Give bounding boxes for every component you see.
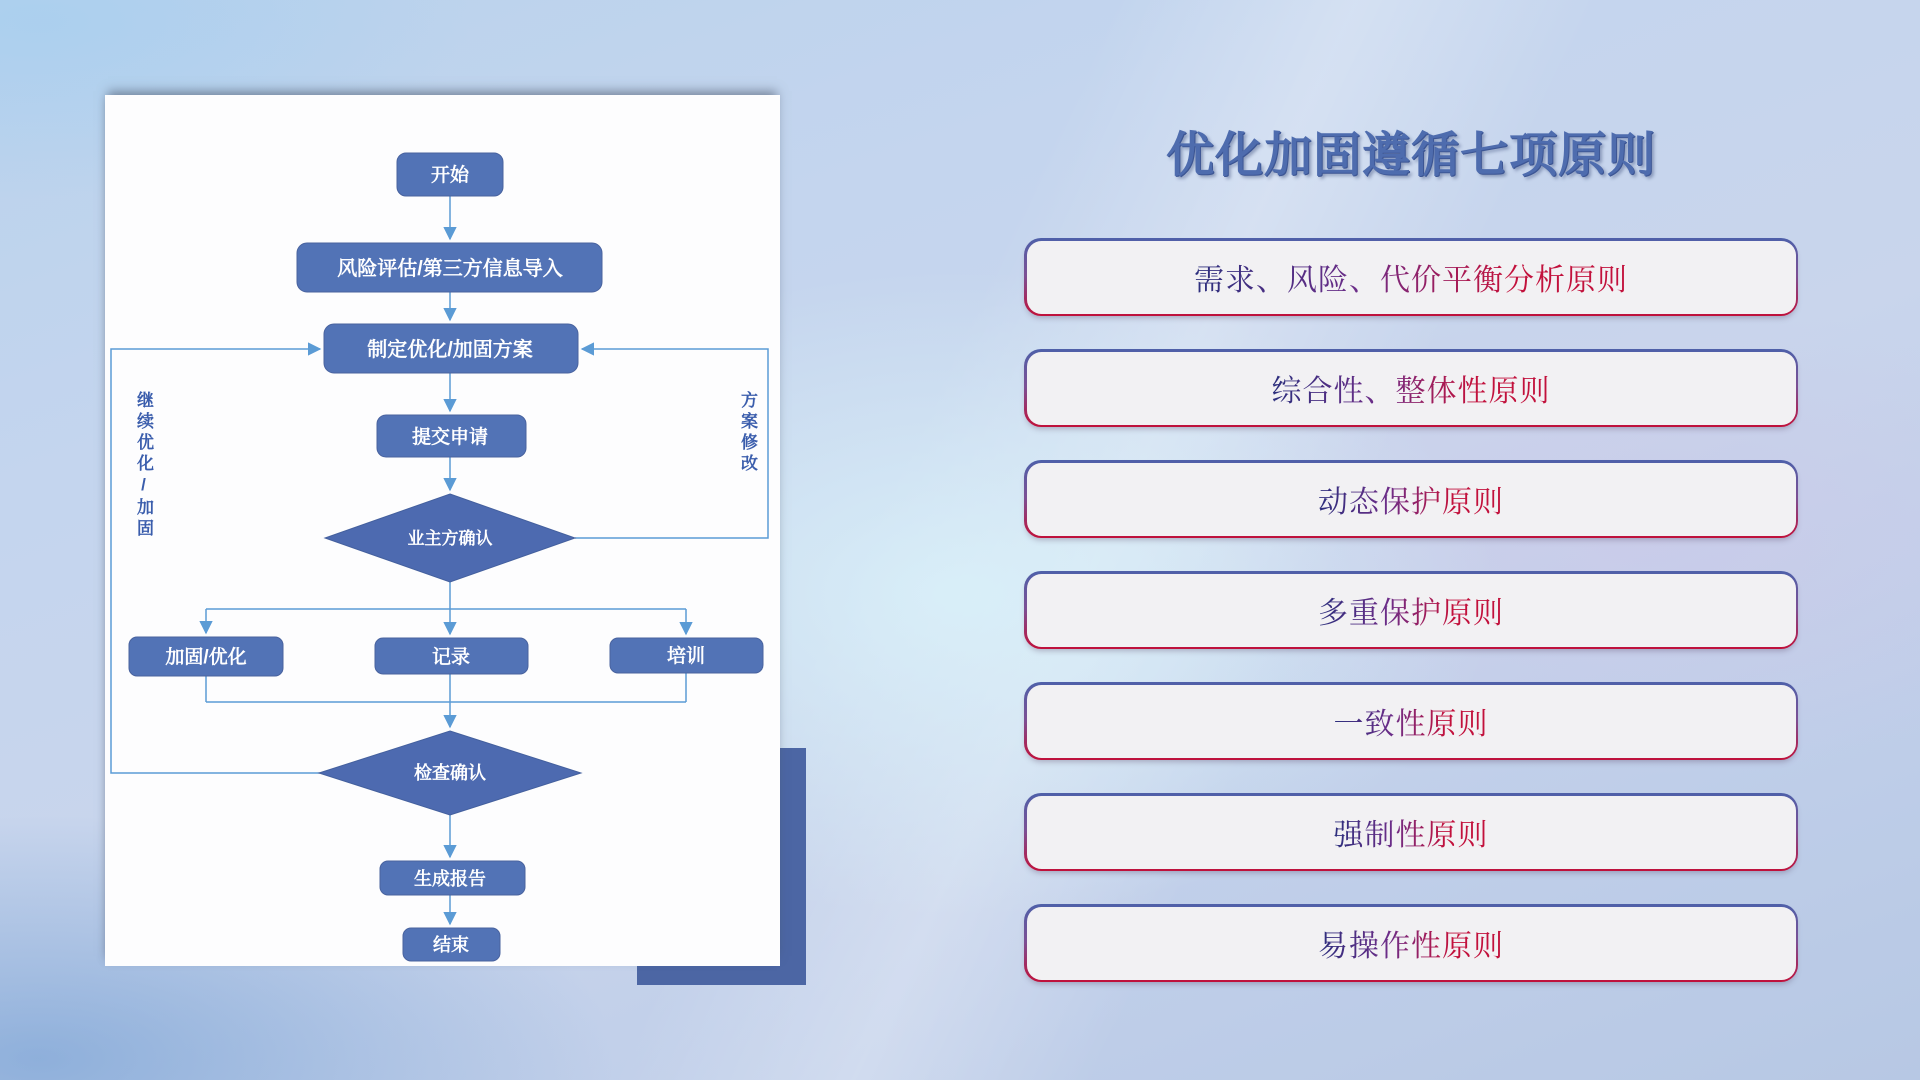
principle-button-2 <box>1024 349 1798 427</box>
svg-text:检查确认: 检查确认 <box>414 763 486 783</box>
principle-button-face <box>1027 463 1796 536</box>
flowchart <box>105 95 780 966</box>
flow-node-report <box>380 861 525 895</box>
principle-label: 一致性原则 <box>1334 699 1489 743</box>
svg-text:业主方确认: 业主方确认 <box>407 529 493 548</box>
principle-button-7 <box>1024 904 1798 982</box>
flow-decision-check-confirm <box>319 731 581 815</box>
principle-label: 动态保护原则 <box>1318 477 1504 521</box>
principles-list <box>1024 238 1798 982</box>
flow-node-end <box>403 928 500 961</box>
principle-button-6 <box>1024 793 1798 871</box>
principle-button-1 <box>1024 238 1798 316</box>
svg-text:提交申请: 提交申请 <box>411 427 489 448</box>
principle-label: 综合性、整体性原则 <box>1272 366 1551 410</box>
page-title: 优化加固遵循七项原则 <box>1165 129 1656 182</box>
principle-button-5 <box>1024 682 1798 760</box>
principle-button-3 <box>1024 460 1798 538</box>
flow-node-risk-import <box>297 243 602 292</box>
principle-label: 多重保护原则 <box>1318 588 1504 632</box>
principle-button-face <box>1027 907 1796 980</box>
svg-text:结束: 结束 <box>433 935 469 955</box>
flow-node-record <box>375 638 528 674</box>
flow-node-submit <box>377 415 526 457</box>
flow-node-training <box>610 638 763 673</box>
flow-node-make-plan <box>324 324 578 373</box>
svg-text:记录: 记录 <box>431 647 471 668</box>
flow-node-harden <box>129 637 283 676</box>
edge-label-revise-loop: 方案修改 <box>738 391 757 475</box>
principle-label: 需求、风险、代价平衡分析原则 <box>1194 255 1628 299</box>
svg-text:培训: 培训 <box>666 646 706 667</box>
svg-text:开始: 开始 <box>430 165 470 186</box>
svg-text:制定优化/加固方案: 制定优化/加固方案 <box>367 339 533 361</box>
principle-label: 强制性原则 <box>1334 810 1489 854</box>
principle-button-face <box>1027 685 1796 758</box>
flow-node-start <box>397 153 503 196</box>
principle-button-face <box>1027 796 1796 869</box>
flow-decision-owner-confirm <box>325 494 575 582</box>
svg-text:风险评估/第三方信息导入: 风险评估/第三方信息导入 <box>337 258 563 280</box>
svg-text:生成报告: 生成报告 <box>414 869 486 889</box>
principle-label: 易操作性原则 <box>1318 921 1504 965</box>
principle-button-face <box>1027 241 1796 314</box>
principle-button-4 <box>1024 571 1798 649</box>
svg-text:加固/优化: 加固/优化 <box>165 647 247 668</box>
flowchart-card <box>105 95 780 966</box>
principle-button-face <box>1027 574 1796 647</box>
principle-button-face <box>1027 352 1796 425</box>
edge-label-continue-loop: 继续优化/加固 <box>134 391 153 540</box>
